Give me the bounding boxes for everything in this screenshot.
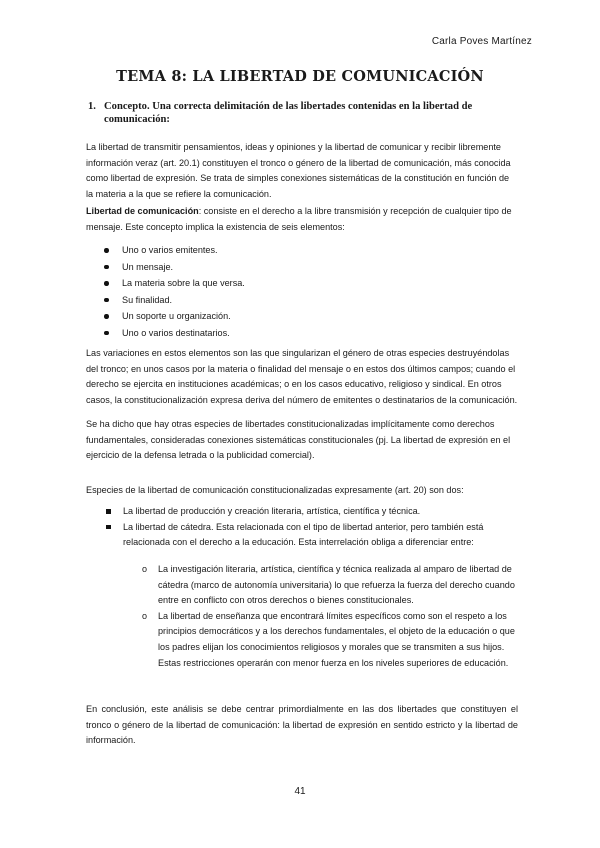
paragraph-implicit: Se ha dicho que hay otras especies de libertades constitucionalizadas implícitamente como derechos fundamentales, consideradas conexiones sistemáticas constitucionales (pj. La libertad de expresión en el ejercicio de la defensa letrada o la publicidad comercial). (86, 419, 511, 461)
bullet-icon (104, 265, 109, 270)
bullet-icon (104, 314, 109, 319)
page-title: TEMA 8: LA LIBERTAD DE COMUNICACIÓN (116, 68, 484, 85)
paragraph-conclusion: En conclusión, este análisis se debe centrar primordialmente en las dos libertades que constituyen el tronco o género de la libertad de comunicación: la libertad de expresión en sentido estricto y la libertad de información. (86, 704, 518, 746)
list-item: Uno o varios destinatarios. (104, 325, 245, 342)
bullet-icon (104, 298, 109, 303)
bullet-icon (104, 248, 109, 253)
page-number: 41 (294, 786, 306, 797)
circle-bullet-icon: o (142, 610, 148, 621)
list-item: Uno o varios emitentes. (104, 242, 245, 259)
paragraph-intro: La libertad de transmitir pensamientos, ideas y opiniones y la libertad de comunicar y recibir libremente información veraz (art. 20.1) constituyen el tronco o género de la libertad de comunicación, más conocida como libertad de expresión. Se trata de simples conexiones sistemáticas de la constitución en función de la materia a la que se refiere la comunicación. (86, 142, 511, 199)
list-item: La libertad de cátedra. Esta relacionada con el tipo de libertad anterior, pero también está relacionada con el derecho a la educación. Esta interrelación obliga a diferenciar entre: (106, 520, 506, 551)
definition-term: Libertad de comunicación (86, 206, 199, 216)
definition-text: : consiste en el derecho a la libre transmisión y recepción de cualquier tipo de mensaje. Este concepto implica la existencia de seis elementos: (86, 206, 512, 232)
paragraph-species-intro: Especies de la libertad de comunicación constitucionalizadas expresamente (art. 20) son dos: (86, 485, 464, 495)
circle-bullet-icon: o (142, 564, 148, 574)
list-item: Su finalidad. (104, 292, 245, 309)
square-bullet-icon (106, 509, 111, 514)
paragraph-variations: Las variaciones en estos elementos son las que singularizan el género de otras especies destruyéndolas del tronco; en unos casos por la materia o finalidad del mensaje o en estos dos últimos campos; cuando el derecho se ejercita en instituciones académicas; o en los casos educativo, religioso y sindical. En otros casos, la constitucionalización expresa deriva del número de emitentes o destinatarios de la comunicación. (86, 348, 518, 405)
list-item: La libertad de producción y creación literaria, artística, científica y técnica. (106, 504, 506, 520)
list-item: o La libertad de enseñanza que encontrará límites específicos como son el respeto a los principios democráticos y a los derechos fundamentales, el objeto de la educación o que los padres elijan los conocimientos religiosos y morales que se transmiten a sus hijos. Estas restricciones operarán con menor fuerza en los niveles superiores de educación. (142, 610, 515, 668)
square-bullet-icon (106, 525, 111, 530)
bullet-icon (104, 281, 109, 286)
elements-list (104, 242, 245, 342)
paragraph-definition (86, 204, 518, 235)
section-number: 1. (88, 101, 96, 112)
list-item: Un mensaje. (104, 259, 245, 276)
species-list (106, 504, 506, 551)
section-heading-text: Concepto. Una correcta delimitación de las libertades contenidas en la libertad de comunicación: (104, 101, 473, 125)
list-item: Un soporte u organización. (104, 308, 245, 325)
list-item: La materia sobre la que versa. (104, 275, 245, 292)
bullet-icon (104, 331, 109, 336)
section-heading (88, 100, 484, 126)
list-item: o La investigación literaria, artística, científica y técnica realizada al amparo de libertad de cátedra (marco de autonomía universitaria) lo que refuerza la fuerza del derecho cuando entre en conflicto con otros derechos o bienes constitucionales. (142, 564, 515, 606)
author-header: Carla Poves Martínez (431, 36, 532, 47)
sub-list (142, 562, 518, 671)
